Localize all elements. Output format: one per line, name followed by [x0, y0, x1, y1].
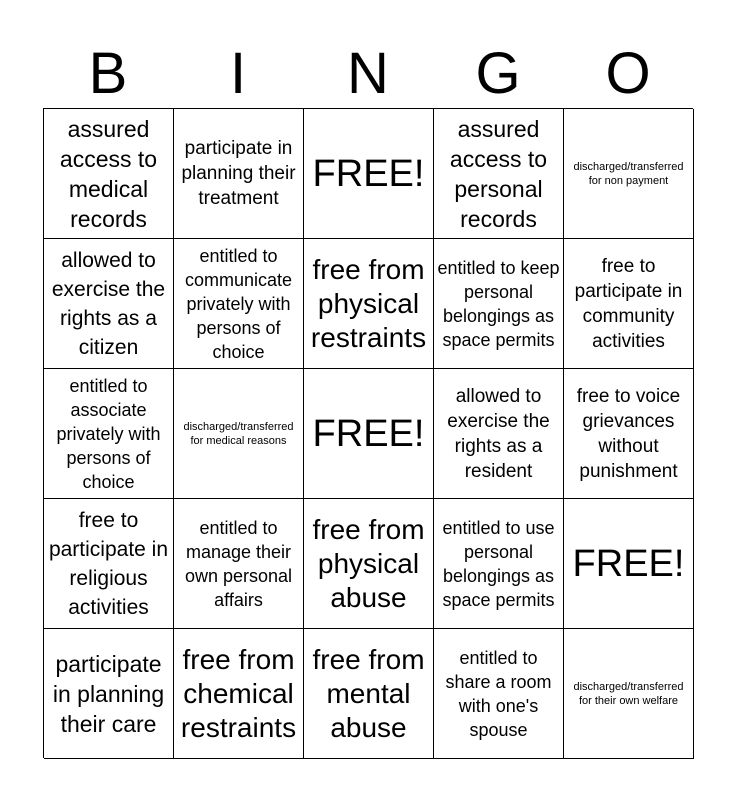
bingo-cell[interactable]: [174, 239, 304, 369]
bingo-cell[interactable]: [304, 629, 434, 759]
cell-text: free from physical restraints: [310, 253, 427, 353]
cell-text: discharged/transferred for their own welfare: [573, 680, 684, 707]
bingo-cell[interactable]: [564, 109, 694, 239]
cell-text: allowed to exercise the rights as a resident: [447, 385, 550, 482]
bingo-cell[interactable]: [564, 629, 694, 759]
cell-text: FREE!: [572, 542, 685, 585]
header-letter-o: O: [605, 41, 651, 106]
bingo-cell[interactable]: [434, 109, 564, 239]
bingo-cell[interactable]: [564, 239, 694, 369]
header-letter-n: N: [347, 41, 389, 106]
bingo-card-grid: [43, 108, 693, 758]
cell-text: discharged/transferred for non payment: [573, 160, 684, 187]
free-space-cell[interactable]: [304, 369, 434, 499]
cell-text: free from mental abuse: [312, 643, 425, 743]
bingo-cell[interactable]: [434, 239, 564, 369]
cell-text: participate in planning their care: [52, 650, 165, 737]
cell-text: free from chemical restraints: [180, 643, 297, 743]
bingo-cell[interactable]: [304, 239, 434, 369]
cell-text: FREE!: [312, 152, 425, 195]
free-space-cell[interactable]: [304, 109, 434, 239]
bingo-cell[interactable]: [174, 109, 304, 239]
bingo-cell[interactable]: [44, 109, 174, 239]
cell-text: entitled to manage their own personal affairs: [184, 517, 293, 610]
bingo-cell[interactable]: [44, 499, 174, 629]
cell-text: free from physical abuse: [312, 513, 425, 613]
cell-text: free to participate in religious activities: [48, 508, 169, 619]
cell-text: assured access to personal records: [449, 115, 548, 232]
cell-text: entitled to communicate privately with persons of choice: [184, 245, 293, 362]
cell-text: discharged/transferred for medical reasons: [183, 420, 294, 447]
cell-text: entitled to use personal belongings as space permits: [442, 517, 555, 610]
bingo-cell[interactable]: [44, 369, 174, 499]
bingo-cell[interactable]: [174, 629, 304, 759]
bingo-cell[interactable]: [434, 499, 564, 629]
cell-text: entitled to share a room with one's spouse: [445, 647, 552, 740]
free-space-cell[interactable]: [564, 499, 694, 629]
header-letter-g: G: [475, 41, 521, 106]
cell-text: participate in planning their treatment: [181, 138, 296, 209]
bingo-cell[interactable]: [174, 499, 304, 629]
cell-text: entitled to associate privately with persons of choice: [56, 375, 161, 492]
bingo-cell[interactable]: [44, 239, 174, 369]
bingo-cell[interactable]: [174, 369, 304, 499]
cell-text: FREE!: [312, 412, 425, 455]
cell-text: free to voice grievances without punishment: [576, 385, 681, 482]
cell-text: entitled to keep personal belongings as space permits: [437, 257, 560, 350]
cell-text: allowed to exercise the rights as a citizen: [51, 248, 166, 359]
header-letter-b: B: [88, 41, 128, 106]
bingo-cell[interactable]: [44, 629, 174, 759]
bingo-header: [43, 40, 693, 108]
bingo-cell[interactable]: [304, 499, 434, 629]
header-letter-i: I: [229, 41, 247, 106]
bingo-cell[interactable]: [434, 369, 564, 499]
cell-text: assured access to medical records: [59, 115, 158, 232]
bingo-cell[interactable]: [564, 369, 694, 499]
bingo-cell[interactable]: [434, 629, 564, 759]
cell-text: free to participate in community activities: [574, 255, 683, 352]
